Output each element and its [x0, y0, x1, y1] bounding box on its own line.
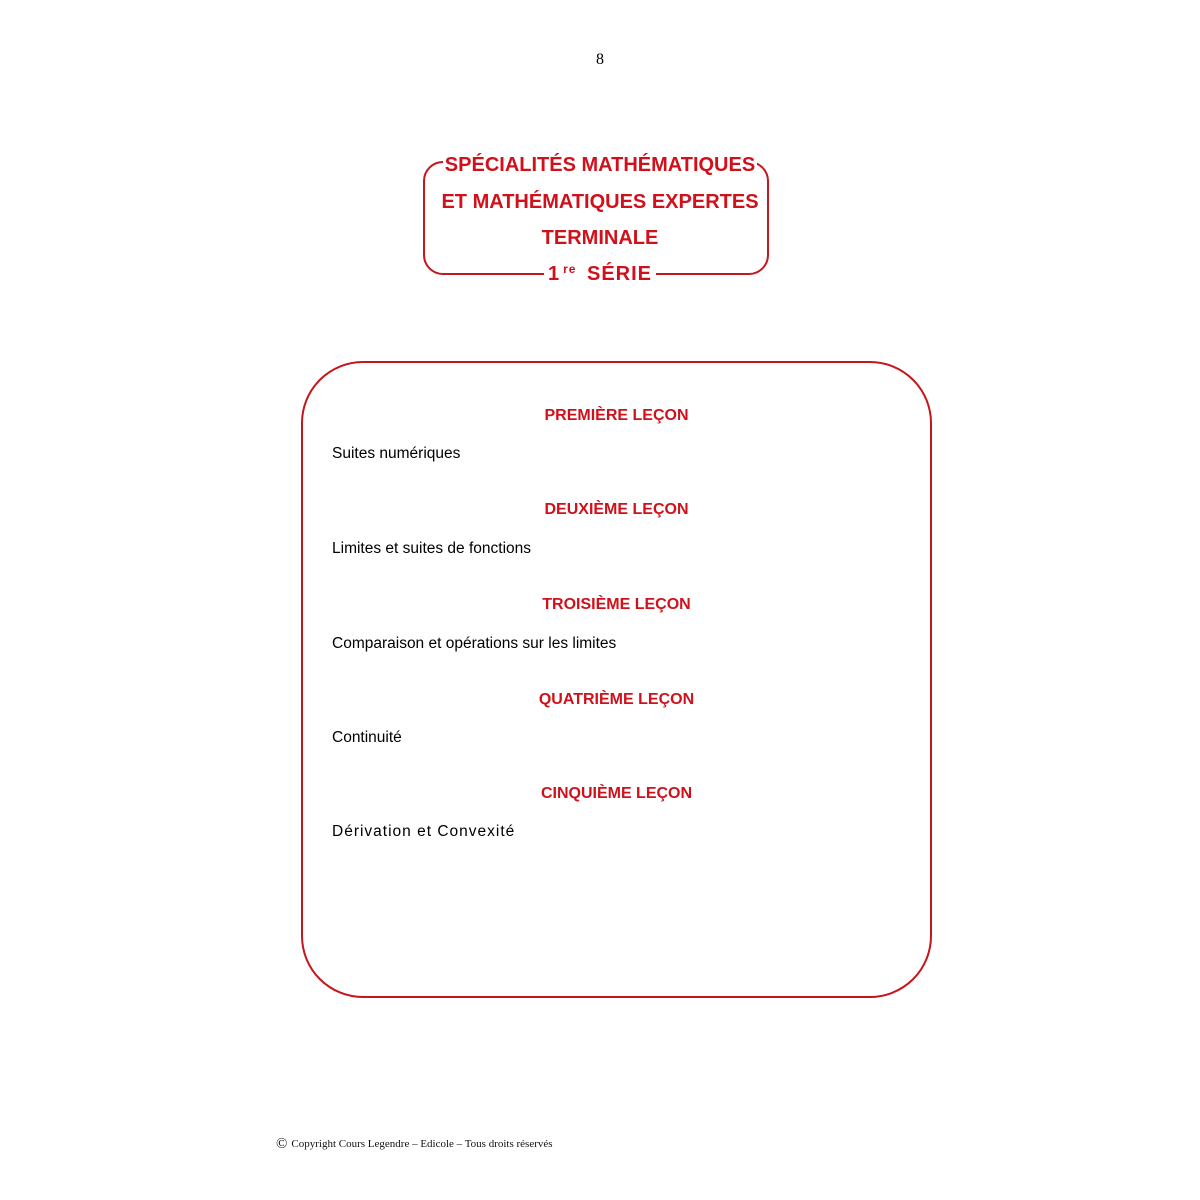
lesson-heading-4: QUATRIÈME LEÇON [538, 691, 695, 708]
title-line-expertes [0, 189, 1200, 215]
title-line-serie [0, 261, 1200, 287]
lesson-title-4: Continuité [332, 729, 402, 746]
copyright-text: Copyright Cours Legendre – Edicole – Tous droits réservés [291, 1138, 553, 1150]
copyright-icon: © [276, 1136, 288, 1152]
series-label [544, 263, 656, 285]
lesson-heading-1: PREMIÈRE LEÇON [544, 407, 689, 424]
lesson-heading-3: TROISIÈME LEÇON [542, 596, 691, 613]
title-line-expertes-text: ET MATHÉMATIQUES EXPERTES [441, 191, 759, 213]
copyright-footer [276, 1134, 553, 1154]
lesson-title-2: Limites et suites de fonctions [332, 540, 532, 557]
lesson-title-1: Suites numériques [332, 445, 461, 462]
series-word: SÉRIE [587, 263, 653, 285]
lesson-title-3: Comparaison et opérations sur les limites [332, 635, 617, 652]
title-line-specialites-text: SPÉCIALITÉS MATHÉMATIQUES [444, 154, 756, 176]
title-line-terminale [0, 225, 1200, 251]
series-number: 1 [547, 263, 561, 285]
lesson-heading-5: CINQUIÈME LEÇON [540, 785, 693, 802]
page-number: 8 [596, 51, 604, 68]
title-line-terminale-text: TERMINALE [541, 227, 659, 249]
title-line-specialites [0, 152, 1200, 178]
lesson-heading-2: DEUXIÈME LEÇON [544, 501, 689, 518]
lesson-title-5: Dérivation et Convexité [332, 823, 516, 840]
series-suffix: re [563, 262, 577, 276]
title-frame [423, 161, 769, 275]
